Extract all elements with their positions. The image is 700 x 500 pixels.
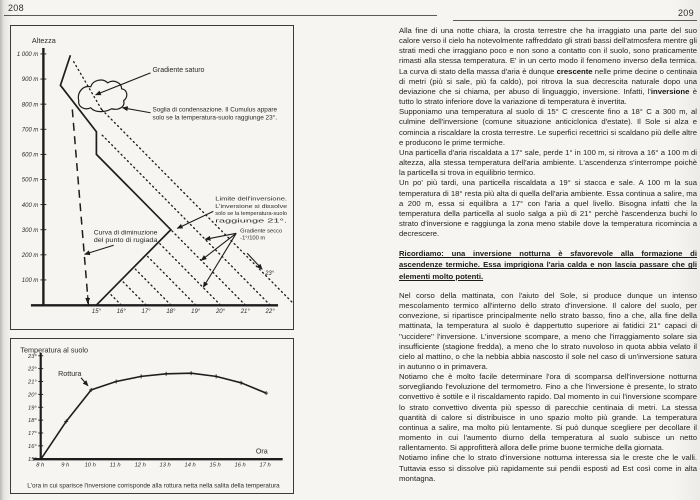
page-number-right: 209 bbox=[678, 8, 694, 18]
y-tick-label: 1 000 m bbox=[16, 52, 39, 59]
figure-ground-temperature bbox=[10, 338, 294, 494]
annotation-adiabatica-23: 23° bbox=[265, 271, 275, 278]
y-tick-label: 700 m bbox=[21, 127, 39, 134]
chart-caption: L'ora in cui sparisce l'inversione corrisponde alla rottura netta nella salita della temperatura bbox=[27, 482, 281, 490]
annotation-arrow-limite-inversione bbox=[177, 211, 213, 228]
annotation-soglia-condensazione: solo se la temperatura-suolo raggiunge 23°. bbox=[152, 114, 278, 122]
x-tick-label: 21° bbox=[240, 308, 250, 315]
paragraph-1-text: è tutto lo strato inferiore dove la variazione di temperatura è invertita. bbox=[399, 86, 697, 107]
y-tick-label: 19° bbox=[28, 405, 37, 412]
x-tick-label: 10 h bbox=[84, 462, 96, 469]
annotation-limite-inversione: Limite dell'inversione. bbox=[215, 196, 288, 203]
x-axis-title: Ora bbox=[255, 447, 268, 456]
header-rule-right bbox=[453, 20, 697, 21]
bold-inversione: inversione bbox=[650, 86, 690, 96]
y-tick-label: 15° bbox=[28, 456, 37, 463]
header-rule-left bbox=[4, 15, 437, 16]
annotation-gradiente-saturo: Gradiente saturo bbox=[152, 66, 205, 74]
page209-text-column bbox=[399, 26, 697, 484]
ground-temperature-chart bbox=[11, 339, 293, 493]
annotation-gradiente-secco: -1°/100 m bbox=[240, 235, 266, 242]
x-tick-label: 15° bbox=[91, 308, 101, 315]
paragraph-1 bbox=[399, 26, 697, 107]
x-tick-label: 15 h bbox=[209, 462, 221, 469]
chart-title: Temperatura al suolo bbox=[20, 345, 89, 355]
x-tick-label: 14 h bbox=[184, 462, 196, 469]
inversion-altitude-chart bbox=[11, 26, 293, 329]
y-tick-label: 23° bbox=[28, 353, 37, 360]
y-tick-label: 18° bbox=[28, 418, 37, 425]
y-tick-label: 22° bbox=[28, 366, 37, 373]
y-tick-label: 500 m bbox=[21, 177, 39, 184]
annotation-limite-inversione: solo se la temperatura-suolo bbox=[215, 211, 288, 218]
x-tick-label: 16° bbox=[116, 308, 126, 315]
annotation-arrow-soglia-condensazione bbox=[123, 108, 151, 113]
x-tick-label: 11 h bbox=[109, 462, 121, 469]
paragraph-1-text: Alla fine di una notte chiara, la crosta terrestre che ha irraggiato una parte del suo calore verso il cielo ha notevolmente raffreddato gli strati bassi dell'atmosfera mentre gli strati medi che irraggiano poco e non sono a contatto con il suolo, sono praticamente rimasti alla stessa temperatura. E' in un certo modo il fenomeno inverso della termica. La curva di stato della massa d'aria è dunque bbox=[399, 26, 697, 76]
dewpoint-curve bbox=[72, 107, 88, 305]
paragraph-2: Supponiamo una temperatura al suolo di 15° C crescente fino a 18° C a 300 m, al culmine dell'inversione (comune situazione anticiclonica d'estate). Il Sole si alza e comincia a riscaldare la crosta terrestre. Le superfici recettrici si scaldano più delle altre e producono le prime termiche. bbox=[399, 107, 697, 147]
x-tick-label: 18° bbox=[166, 308, 176, 315]
x-tick-label: 20° bbox=[215, 308, 225, 315]
x-tick-label: 22° bbox=[265, 308, 275, 315]
paragraph-7: Notiamo che è molto facile determinare l'ora di scomparsa dell'inversione notturna sorvegliando l'evoluzione del termometro. Fino a che l'inversione è presente, lo strato convettivo è sottile e il riscaldamento rapido. Dal momento in cui l'inversione scompare lo strato convettivo diventa più spesso di parecchie centinaia di metri. La stessa quantità di calore si distribuisce in uno spazio molto più grande. La temperatura continua a salire, ma molto più lentamente. Si può dunque scegliere per decollare il momento in cui l'aumento diurno della temperatura al suolo subisce un netto rallentamento. Si approfitterà allora delle prime buone termiche della giornata. bbox=[399, 372, 697, 453]
paragraph-1-text: nelle prime decine o centinaia di metri (più si sale, più fa caldo), poi ritrova la sua decrescita naturale dopo una deviazione che si chiama, per abuso di linguaggio, inversione. Infatti, l' bbox=[399, 66, 697, 96]
y-tick-label: 400 m bbox=[21, 202, 39, 209]
x-tick-label: 9 h bbox=[61, 462, 70, 469]
annotation-arrow-rottura bbox=[81, 378, 88, 386]
bold-crescente: crescente bbox=[556, 66, 593, 76]
annotation-arrow-gradiente-secco bbox=[201, 233, 236, 260]
page-number-left: 208 bbox=[8, 3, 24, 13]
paragraph-6: Nel corso della mattinata, con l'aiuto del Sole, si produce dunque un intenso mescolamento termico all'interno dello strato d'inversione. Il calore del suolo, per convezione, si ripartisce principalmente nello strato basso, fino a che, alla fine della mattinata, la temperatura al suolo è dappertutto superiore ai fatidici 21° capaci di ''uccidere'' l'inversione. L'inversione scompare, a meno che l'irraggiamento solare sia insufficiente (stagione fredda), a meno che lo strato nuvoloso in quota abbia velato il cielo al mattino, o che la nebbia abbia nascosto il sole nel caso di un'inversione satura in autunno o in primavera. bbox=[399, 290, 697, 371]
temperature-curve bbox=[41, 373, 266, 459]
saturated-adiabat bbox=[74, 62, 102, 110]
x-tick-label: 17 h bbox=[259, 462, 271, 469]
paragraph-8: Notiamo infine che lo strato d'inversione notturna interessa sia le creste che le valli. Tuttavia esso si dissolve più rapidamente sui pendii esposti ad Est così come in alta montagna. bbox=[399, 453, 697, 483]
x-tick-label: 16 h bbox=[234, 462, 246, 469]
dry-adiabat bbox=[171, 230, 245, 305]
annotation-rottura: Rottura bbox=[58, 369, 82, 378]
y-tick-label: 300 m bbox=[21, 227, 39, 234]
x-tick-label: 12 h bbox=[134, 462, 146, 469]
y-tick-label: 200 m bbox=[21, 253, 39, 260]
annotation-gradiente-secco: Gradiente secco bbox=[240, 228, 283, 235]
y-tick-label: 20° bbox=[28, 392, 37, 399]
figure-inversion-profile bbox=[10, 25, 294, 330]
dry-adiabat bbox=[134, 267, 171, 305]
y-axis-title: Altezza bbox=[31, 35, 56, 45]
x-tick-label: 19° bbox=[191, 308, 201, 315]
x-tick-label: 8 h bbox=[36, 462, 45, 469]
y-tick-label: 600 m bbox=[21, 152, 39, 159]
annotation-curva-rugiada: del punto di rugiada bbox=[93, 236, 159, 244]
dry-adiabat bbox=[146, 255, 196, 305]
annotation-curva-rugiada: Curva di diminuzione bbox=[93, 229, 159, 237]
annotation-soglia-condensazione: Soglia di condensazione. Il Cumulus appare bbox=[152, 106, 278, 114]
annotation-arrow-curva-rugiada bbox=[85, 245, 114, 254]
annotation-arrow-gradiente-secco bbox=[247, 253, 262, 269]
y-tick-label: 800 m bbox=[21, 102, 39, 109]
key-note-ricordiamo: Ricordiamo: una inversione notturna è sfavorevole alla formazione di ascendenze termiche. Essa imprigiona l'aria calda e non lascia passare che gli elementi molto potenti. bbox=[399, 249, 697, 281]
y-tick-label: 17° bbox=[28, 431, 37, 438]
dry-adiabat bbox=[109, 292, 121, 305]
paragraph-3: Una particella d'aria riscaldata a 17° sale, perde 1° in 100 m, si ritrova a 16° a 100 m di altezza, alla stessa temperatura dell'aria ambiente. L'ascendenza s'interrompe poichè la particella si trova in equilibrio termico. bbox=[399, 147, 697, 178]
y-tick-label: 21° bbox=[28, 379, 37, 386]
x-tick-label: 17° bbox=[141, 308, 151, 315]
paragraph-4: Un po' più tardi, una particella riscaldata a 19° si stacca e sale. A 100 m la sua temperatura di 18° resta più alta di quella dell'aria ambiente. Essa continua a salire, ma a 200 m, essa si equilibra a 17° con l'aria a quel livello. Bisogna infatti che la temperatura della particella al suolo salga a più di 21° perchè l'ascendenza buchi lo strato d'inversione e raggiunga la zona meno stabile dove la temperatura ricomincia a decrescere. bbox=[399, 178, 697, 239]
x-tick-label: 13 h bbox=[159, 462, 171, 469]
annotation-limite-inversione: L'inversione si dissolve bbox=[215, 203, 288, 210]
state-curve bbox=[60, 55, 170, 305]
y-tick-label: 100 m bbox=[21, 278, 39, 285]
annotation-limite-inversione: raggiunge 21°. bbox=[215, 218, 288, 225]
y-tick-label: 16° bbox=[28, 443, 37, 450]
dry-adiabat bbox=[121, 280, 146, 305]
y-tick-label: 900 m bbox=[21, 77, 39, 84]
annotation-arrow-gradiente-saturo bbox=[96, 73, 151, 95]
